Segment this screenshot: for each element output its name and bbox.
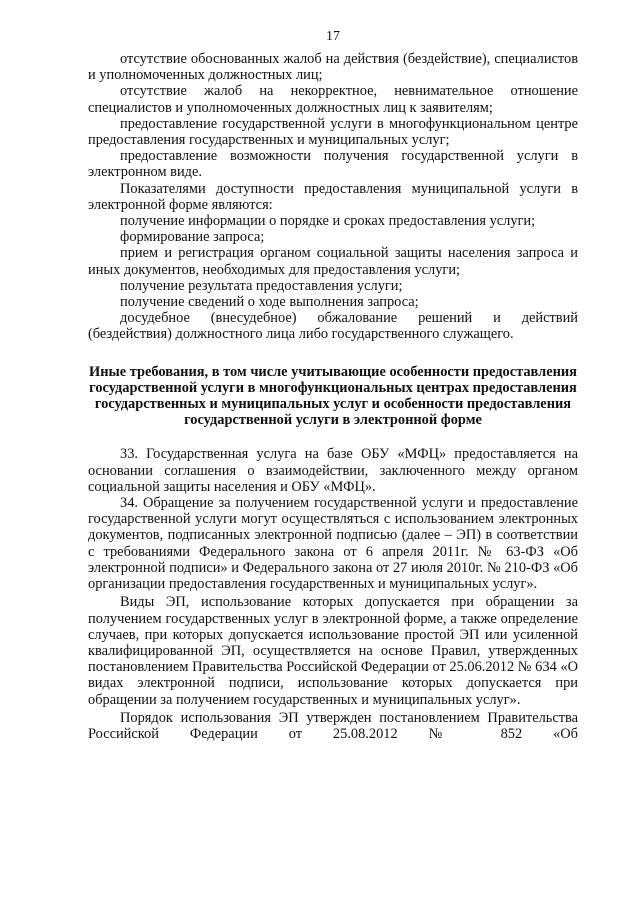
paragraph-mfc-provision: предоставление государственной услуги в многофункциональном центре предоставления государственных и муниципальных услуг; [88, 115, 578, 149]
list-item-pretrial-appeal: досудебное (внесудебное) обжалование решений и действий (бездействия) должностного лица либо государственного служащего. [88, 310, 578, 343]
paragraph-ep-procedure: Порядок использования ЭП утвержден постановлением Правительства Российской Федерации от 25.08.2012 № 852 «Об [88, 709, 578, 742]
list-item-request-forming: формирование запроса; [120, 229, 265, 246]
list-item-request-status: получение сведений о ходе выполнения запроса; [120, 294, 419, 311]
list-item-info-procedure: получение информации о порядке и сроках предоставления услуги; [120, 213, 536, 230]
list-item-result-receipt: получение результата предоставления услуги; [120, 277, 403, 294]
paragraph-no-complaints-actions: отсутствие обоснованных жалоб на действия (бездействие), специалистов и уполномоченных должностных лиц; [88, 51, 578, 84]
page-number: 17 [326, 29, 340, 44]
paragraph-accessibility-indicators: Показателями доступности предоставления муниципальной услуги в электронной форме являются: [88, 180, 578, 213]
clause-33: 33. Государственная услуга на базе ОБУ «МФЦ» предоставляется на основании соглашения о взаимодействии, заключенного между органом социальной защиты населения и ОБУ «МФЦ». [88, 446, 578, 495]
paragraph-electronic-provision: предоставление возможности получения государственной услуги в электронном виде. [88, 148, 578, 181]
paragraph-no-complaints-attitude: отсутствие жалоб на некорректное, невнимательное отношение специалистов и уполномоченных должностных лиц к заявителям; [88, 83, 578, 116]
list-item-request-registration: прием и регистрация органом социальной защиты населения запроса и иных документов, необходимых для предоставления услуги; [88, 245, 578, 278]
clause-34: 34. Обращение за получением государственной услуги и предоставление государственной услуги могут осуществляться с использованием электронных документов, подписанных электронной подписью (далее – ЭП) в соответствии с требованиями Федерального закона от 6 апреля 2011г. № 63-ФЗ «Об электронной подписи» и Федерального закона от 27 июля 2010г. № 210-ФЗ «Об организации предоставления государственных и муниципальных услуг». [88, 495, 578, 593]
section-heading: Иные требования, в том числе учитывающие особенности предоставления государственной услуги в многофункциональных центрах предоставления государственных и муниципальных услуг и особенности предоставления государственной услуги в электронной форме [89, 363, 577, 429]
paragraph-ep-types: Виды ЭП, использование которых допускается при обращении за получением государственных услуг в электронной форме, а также определение случаев, при которых допускается использование простой ЭП или усиленной квалифицированной ЭП, осуществляется на основе Правил, утвержденных постановлением Правительства Российской Федерации от 25.06.2012 № 634 «О видах электронной подписи, использование которых допускается при обращении за получением государственных и муниципальных услуг». [88, 594, 578, 708]
